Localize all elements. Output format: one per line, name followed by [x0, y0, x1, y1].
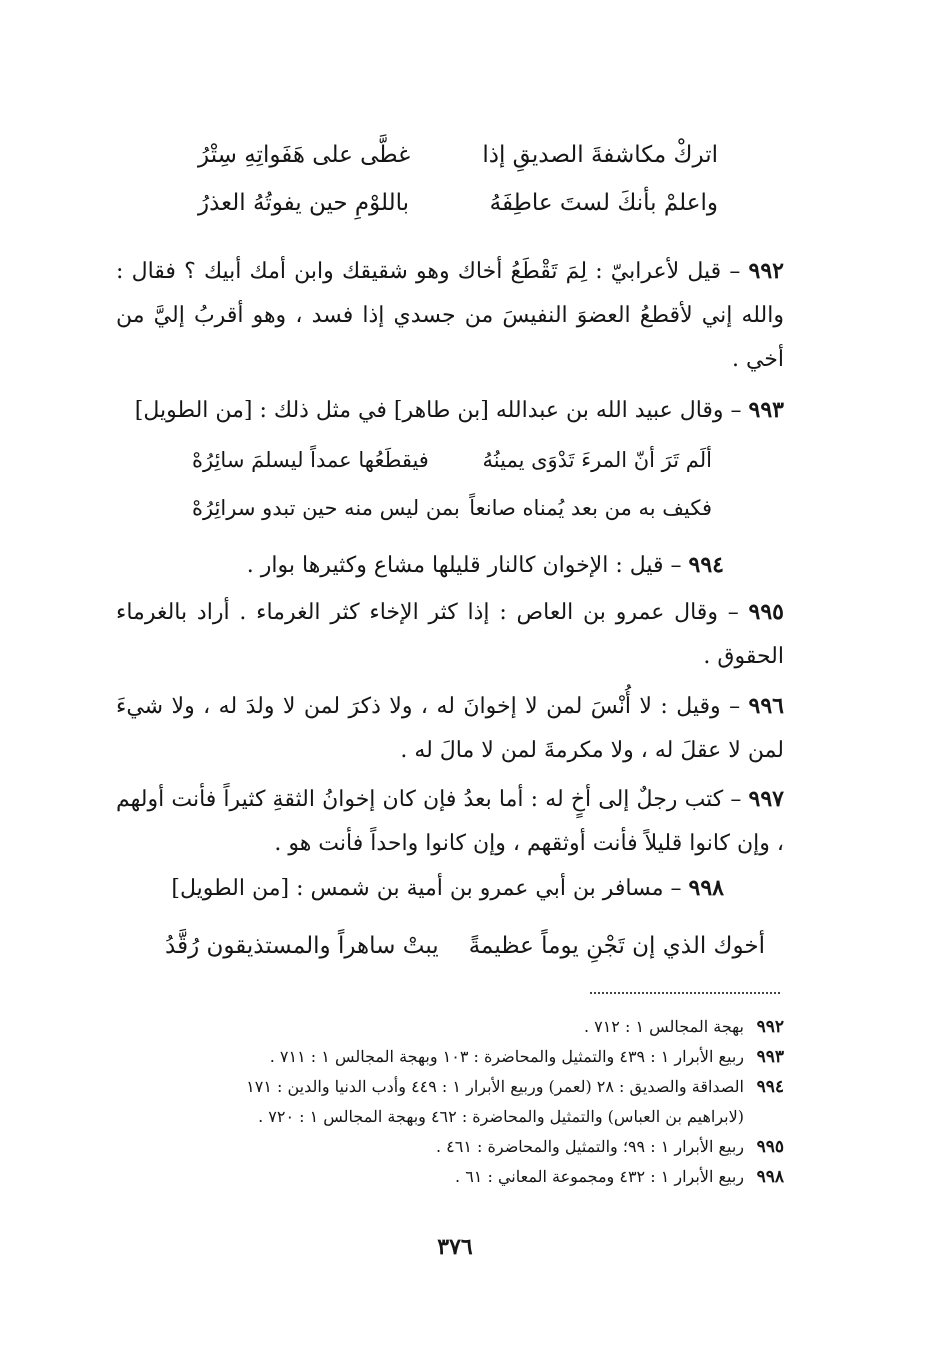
entry-995	[116, 590, 784, 679]
entry-number: ٩٩٥	[748, 599, 784, 625]
entry-number: ٩٩٣	[748, 397, 784, 423]
verse-second-hemistich: بمن ليس منه حين تبدو سرائِرُهْ	[192, 496, 460, 520]
verse-first-hemistich: اتركْ مكاشفةَ الصديقِ إذا	[482, 142, 718, 168]
entry-number: ٩٩٨	[688, 875, 724, 901]
verse-first-hemistich: واعلمْ بأنكَ لستَ عاطِفَهُ	[489, 190, 718, 216]
verse-first-hemistich: ألَم تَرَ أنّ المرءَ تَدْوَى يمينُهُ	[482, 448, 712, 472]
entry-text: – قيل : الإخوان كالنار قليلها مشاع وكثيرها بوار .	[246, 553, 689, 578]
entry-994	[116, 543, 784, 588]
footnote-995	[110, 1132, 784, 1162]
footnote-number: ٩٩٨	[756, 1167, 784, 1187]
footnote-text: ربيع الأبرار ١ : ٩٩؛ والتمثيل والمحاضرة : ٤٦١ .	[435, 1137, 744, 1156]
entry-996	[116, 684, 784, 773]
entry-text: – وقيل : لا أُنْسَ لمن لا إخوانَ له ، ولا ذكرَ لمن لا ولدَ له ، ولا شيءَ لمن لا عقلَ له ، ولا مكرمةَ لمن لا مالَ له .	[116, 694, 784, 763]
entry-text: – مسافر بن أبي عمرو بن أمية بن شمس :	[289, 876, 689, 901]
verse-first-hemistich: فكيف به من بعد يُمناه صانعاً	[469, 496, 712, 520]
verse-first-hemistich: أخوك الذي إن تَجْنِ يوماً عظيمةً	[468, 933, 765, 959]
verse-second-hemistich: غطَّى على هَفَواتِهِ سِتْرُ	[198, 142, 411, 168]
entry-number: ٩٩٦	[748, 693, 784, 719]
footnote-separator	[590, 992, 780, 994]
opening-verse-2	[198, 183, 718, 223]
entry-998	[116, 866, 784, 911]
footnote-number: ٩٩٢	[756, 1017, 784, 1037]
meter-label: [من الطويل]	[171, 876, 290, 901]
footnote-994-continuation: (لابراهيم بن العباس) والتمثيل والمحاضرة : ٤٦٢ وبهجة المجالس ١ : ٧٢٠ .	[258, 1107, 744, 1126]
entry-number: ٩٩٢	[748, 258, 784, 284]
entry-992	[116, 249, 784, 382]
page-number: ٣٧٦	[437, 1234, 473, 1260]
footnote-text: بهجة المجالس ١ : ٧١٢ .	[583, 1017, 744, 1036]
entry-text: – وقال عبيد الله بن عبدالله [بن طاهر] في مثل ذلك :	[252, 398, 749, 423]
verse-second-hemistich: باللوْمِ حين يفوتُهُ العذرُ	[198, 190, 410, 216]
entry-993	[116, 388, 784, 433]
footnote-number: ٩٩٤	[756, 1077, 784, 1097]
entry-number: ٩٩٤	[688, 552, 724, 578]
footnote-992	[110, 1012, 784, 1042]
entry-text: – وقال عمرو بن العاص : إذا كثر الإخاء كثر الغرماء . أراد بالغرماء الحقوق .	[116, 600, 784, 669]
footnote-number: ٩٩٣	[756, 1047, 784, 1067]
verse-993-1	[192, 440, 712, 480]
verse-998-1	[165, 926, 765, 966]
entry-number: ٩٩٧	[748, 786, 784, 812]
verse-993-2	[192, 488, 712, 528]
entry-text: – قيل لأعرابيّ : لِمَ تَقْطَعُ أخاك وهو شقيقك وابن أمك أبيك ؟ فقال : والله إني لأقطعُ العضوَ النفيسَ من جسدي إذا فسد ، وهو أقربُ إليَّ من أخي .	[116, 259, 784, 372]
opening-verse-1	[198, 135, 718, 175]
entry-text: – كتب رجلٌ إلى أخٍ له : أما بعدُ فإن كان إخوانُ الثقةِ كثيراً فأنت أولهم ، وإن كانوا قليلاً فأنت أوثقهم ، وإن كانوا واحداً فأنت هو .	[116, 787, 784, 856]
footnote-998	[110, 1162, 784, 1192]
footnote-text: الصداقة والصديق : ٢٨ (لعمر) وربيع الأبرار ١ : ٤٤٩ وأدب الدنيا والدين : ١٧١	[246, 1077, 744, 1096]
footnote-text: ربيع الأبرار ١ : ٤٣٢ ومجموعة المعاني : ٦١ .	[455, 1167, 744, 1186]
footnotes	[110, 1012, 784, 1192]
meter-label: [من الطويل]	[134, 398, 253, 423]
footnote-text: ربيع الأبرار ١ : ٤٣٩ والتمثيل والمحاضرة : ١٠٣ وبهجة المجالس ١ : ٧١١ .	[269, 1047, 744, 1066]
verse-second-hemistich: يبتْ ساهراً والمستذيقون رُقَّدُ	[165, 933, 439, 959]
entry-997	[116, 777, 784, 866]
footnote-number: ٩٩٥	[756, 1137, 784, 1157]
verse-second-hemistich: فيقطَعُها عمداً ليسلمَ سائِرُهْ	[192, 448, 429, 472]
footnote-993	[110, 1042, 784, 1072]
footnote-994	[110, 1072, 784, 1102]
